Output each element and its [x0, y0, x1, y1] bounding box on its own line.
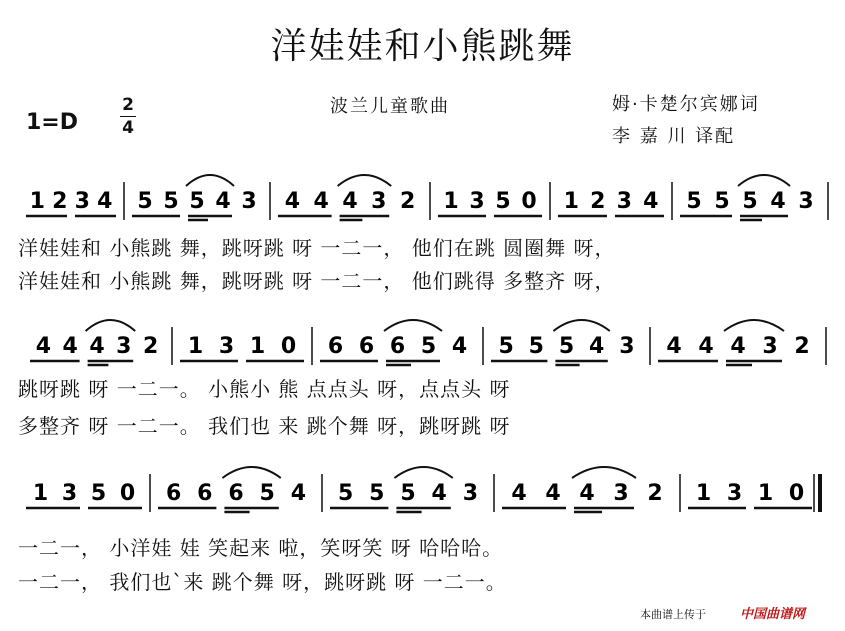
note-2-3-2: 6 [358, 334, 375, 359]
lyric-row3-verse2: 一二一， 我们也`来 跳个舞 呀，跳呀跳 呀 一二一。 [18, 570, 507, 594]
slur [384, 320, 442, 331]
translator-credit: 李 嘉 川 译配 [612, 126, 736, 147]
note-2-3-4: 5 [420, 334, 437, 359]
note-2-1-5: 2 [142, 334, 159, 359]
note-3-1-2: 3 [61, 481, 78, 506]
slur [186, 175, 234, 186]
note-3-3-3: 5 [400, 481, 416, 506]
note-2-5-1: 4 [666, 334, 682, 359]
note-3-3-4: 4 [431, 481, 447, 506]
lyric-row3-verse1: 一二一， 小洋娃 娃 笑起来 啦，笑呀笑 呀 哈哈哈。 [18, 536, 504, 560]
note-2-2-1: 1 [187, 334, 204, 359]
lyric-row1-verse1: 洋娃娃和 小熊跳 舞，跳呀跳 呀 一二一， 他们在跳 圆圈舞 呀， [18, 236, 616, 260]
time-signature-bottom: 4 [122, 118, 134, 138]
note-1-2-5: 3 [241, 189, 257, 214]
note-2-5-3: 4 [730, 334, 746, 359]
note-1-5-4: 4 [643, 189, 659, 214]
slur [222, 467, 280, 478]
note-1-1-3: 3 [74, 189, 90, 214]
note-1-4-3: 5 [495, 189, 511, 214]
site-logo: 中国曲谱网 [740, 607, 806, 622]
notation-layer [26, 175, 828, 512]
note-1-5-3: 3 [616, 189, 632, 214]
note-3-2-3: 6 [228, 481, 244, 506]
note-3-1-3: 5 [90, 481, 107, 506]
note-3-2-5: 4 [290, 481, 307, 506]
note-2-1-1: 4 [35, 334, 52, 359]
note-2-5-2: 4 [698, 334, 714, 359]
note-1-6-4: 4 [770, 189, 786, 214]
slur [394, 467, 452, 478]
note-1-5-1: 1 [563, 189, 579, 214]
note-1-1-2: 2 [52, 189, 68, 214]
note-3-3-1: 5 [337, 481, 354, 506]
slur [553, 320, 609, 331]
time-signature-top: 2 [122, 95, 134, 115]
note-1-6-5: 3 [798, 189, 814, 214]
note-1-4-1: 1 [443, 189, 459, 214]
slur [572, 467, 636, 478]
note-3-4-5: 2 [647, 481, 663, 506]
lyric-row2-verse2: 多整齐 呀 一二一。 我们也 来 跳个舞 呀，跳呀跳 呀 [18, 414, 511, 438]
note-1-6-1: 5 [686, 189, 702, 214]
note-3-5-4: 0 [788, 481, 805, 506]
note-3-4-2: 4 [545, 481, 561, 506]
note-3-2-2: 6 [197, 481, 213, 506]
note-3-4-1: 4 [511, 481, 527, 506]
upload-note: 本曲谱上传于 [640, 608, 706, 621]
note-1-3-2: 4 [313, 189, 329, 214]
note-1-4-2: 3 [469, 189, 485, 214]
note-3-5-1: 1 [695, 481, 712, 506]
song-title: 洋娃娃和小熊跳舞 [270, 26, 575, 67]
note-2-4-5: 3 [619, 334, 635, 359]
note-2-3-5: 4 [451, 334, 468, 359]
note-3-5-3: 1 [757, 481, 774, 506]
note-2-3-1: 6 [327, 334, 344, 359]
note-2-3-3: 6 [389, 334, 406, 359]
note-3-4-4: 3 [613, 481, 629, 506]
lyric-row2-verse1: 跳呀跳 呀 一二一。 小熊小 熊 点点头 呀，点点头 呀 [18, 377, 511, 401]
note-1-3-5: 2 [399, 189, 416, 214]
note-2-1-2: 4 [62, 334, 78, 359]
note-1-2-4: 4 [215, 189, 231, 214]
note-2-2-2: 3 [218, 334, 235, 359]
slur [724, 320, 784, 331]
note-2-1-4: 3 [116, 334, 132, 359]
slur [738, 175, 790, 186]
note-1-1-4: 4 [97, 189, 113, 214]
note-1-6-3: 5 [742, 189, 758, 214]
song-genre: 波兰儿童歌曲 [330, 96, 450, 117]
lyricist-credit: 姆·卡楚尔宾娜词 [612, 94, 760, 115]
key-signature: 1=D [26, 110, 79, 135]
note-2-4-4: 4 [589, 334, 605, 359]
note-3-2-4: 5 [259, 481, 275, 506]
slur [86, 320, 136, 331]
note-2-5-4: 3 [762, 334, 778, 359]
note-3-3-2: 5 [369, 481, 385, 506]
note-1-6-2: 5 [714, 189, 730, 214]
note-3-1-1: 1 [32, 481, 49, 506]
note-2-5-5: 2 [794, 334, 810, 359]
note-2-2-4: 0 [280, 334, 297, 359]
note-3-2-1: 6 [165, 481, 182, 506]
note-1-2-1: 5 [137, 189, 153, 214]
note-2-1-3: 4 [89, 334, 105, 359]
note-1-5-2: 2 [590, 189, 606, 214]
note-2-4-1: 5 [498, 334, 514, 359]
note-1-3-1: 4 [284, 189, 301, 214]
note-1-3-4: 3 [371, 189, 387, 214]
note-3-3-5: 3 [462, 481, 479, 506]
lyric-row1-verse2: 洋娃娃和 小熊跳 舞，跳呀跳 呀 一二一， 他们跳得 多整齐 呀， [18, 269, 616, 293]
note-1-3-3: 4 [342, 189, 358, 214]
note-2-2-3: 1 [249, 334, 266, 359]
slur [338, 175, 392, 186]
note-1-4-4: 0 [521, 189, 537, 214]
note-2-4-2: 5 [528, 334, 544, 359]
note-3-1-4: 0 [119, 481, 136, 506]
note-3-4-3: 4 [579, 481, 595, 506]
note-1-2-3: 5 [189, 189, 205, 214]
note-3-5-2: 3 [726, 481, 743, 506]
note-2-4-3: 5 [558, 334, 575, 359]
note-1-1-1: 1 [29, 189, 45, 214]
note-1-2-2: 5 [163, 189, 179, 214]
